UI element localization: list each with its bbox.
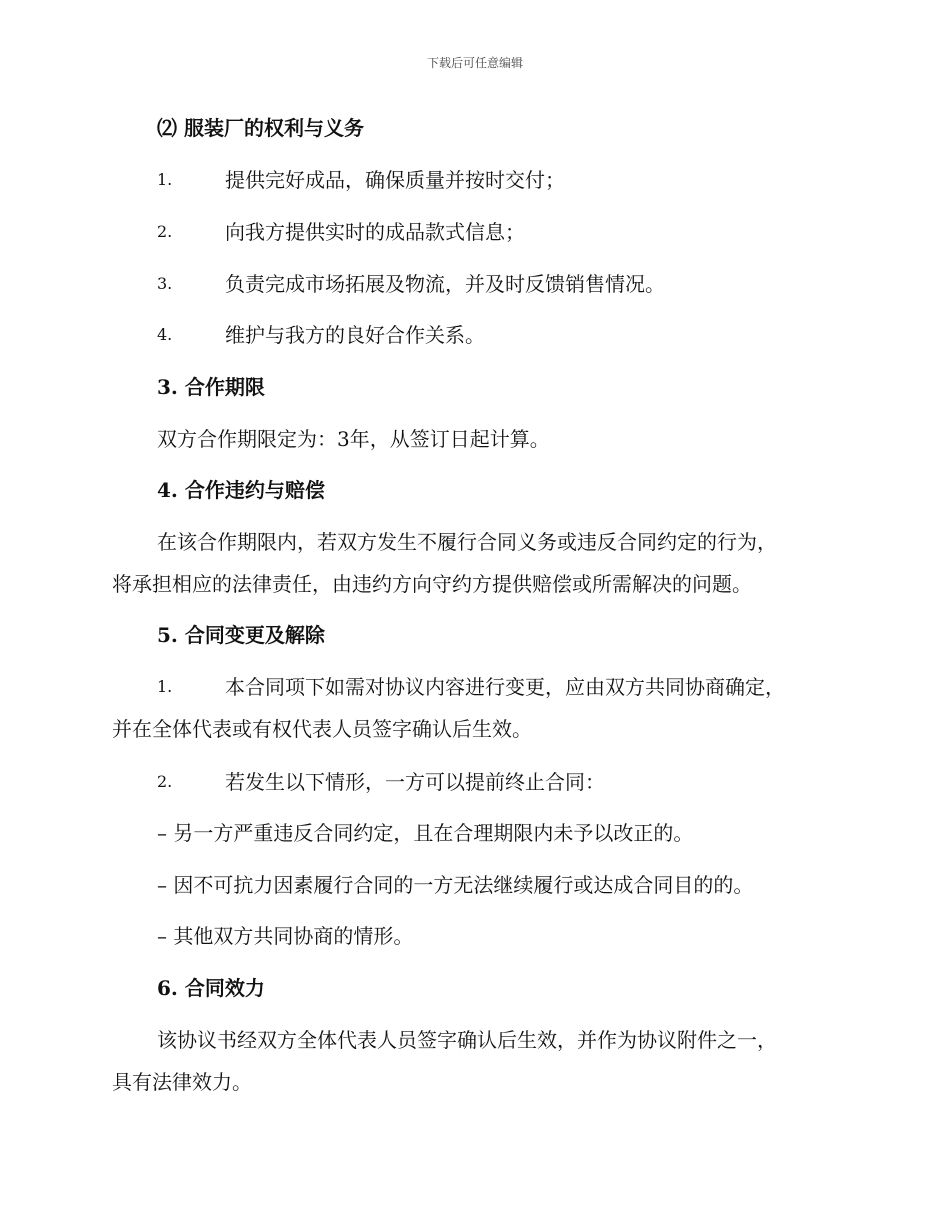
bullet-item: – 另一方严重违反合同约定，且在合理期限内未予以改正的。 [157,821,694,845]
section-body: 双方合作期限定为：3年，从签订日起计算。 [157,427,550,451]
list-item-number: 3. [157,274,173,293]
list-item-number: 4. [157,325,173,344]
section-heading-change-termination: 5. 合同变更及解除 [157,623,325,647]
paragraph-line: 并在全体代表或有权代表人员签字确认后生效。 [112,717,532,741]
list-item-text: 负责完成市场拓展及物流，并及时反馈销售情况。 [225,272,665,296]
list-item-number: 1. [157,170,173,189]
section-heading-clothing-factory-rights: ⑵ 服装厂的权利与义务 [157,116,364,140]
paragraph-line: 在该合作期限内，若双方发生不履行合同义务或违反合同约定的行为， [157,530,777,554]
bullet-item: – 因不可抗力因素履行合同的一方无法继续履行或达成合同目的的。 [157,873,754,897]
section-heading-term: 3. 合作期限 [157,375,265,399]
paragraph-line: 将承担相应的法律责任，由违约方向守约方提供赔偿或所需解决的问题。 [112,572,752,596]
list-item-number: 1. [157,677,173,696]
list-item-number: 2. [157,772,173,791]
section-heading-validity: 6. 合同效力 [157,976,265,1000]
bullet-item: – 其他双方共同协商的情形。 [157,924,414,948]
paragraph-line: 该协议书经双方全体代表人员签字确认后生效，并作为协议附件之一， [157,1028,777,1052]
list-item-text: 若发生以下情形，一方可以提前终止合同： [225,770,605,794]
list-item-number: 2. [157,222,173,241]
list-item-text: 维护与我方的良好合作关系。 [225,323,485,347]
list-item-text: 本合同项下如需对协议内容进行变更，应由双方共同协商确定， [225,675,785,699]
list-item-text: 提供完好成品，确保质量并按时交付； [225,168,565,192]
section-heading-breach: 4. 合作违约与赔偿 [157,478,325,502]
paragraph-line: 具有法律效力。 [112,1070,252,1094]
list-item-text: 向我方提供实时的成品款式信息； [225,220,525,244]
page-header: 下载后可任意编辑 [426,56,523,70]
